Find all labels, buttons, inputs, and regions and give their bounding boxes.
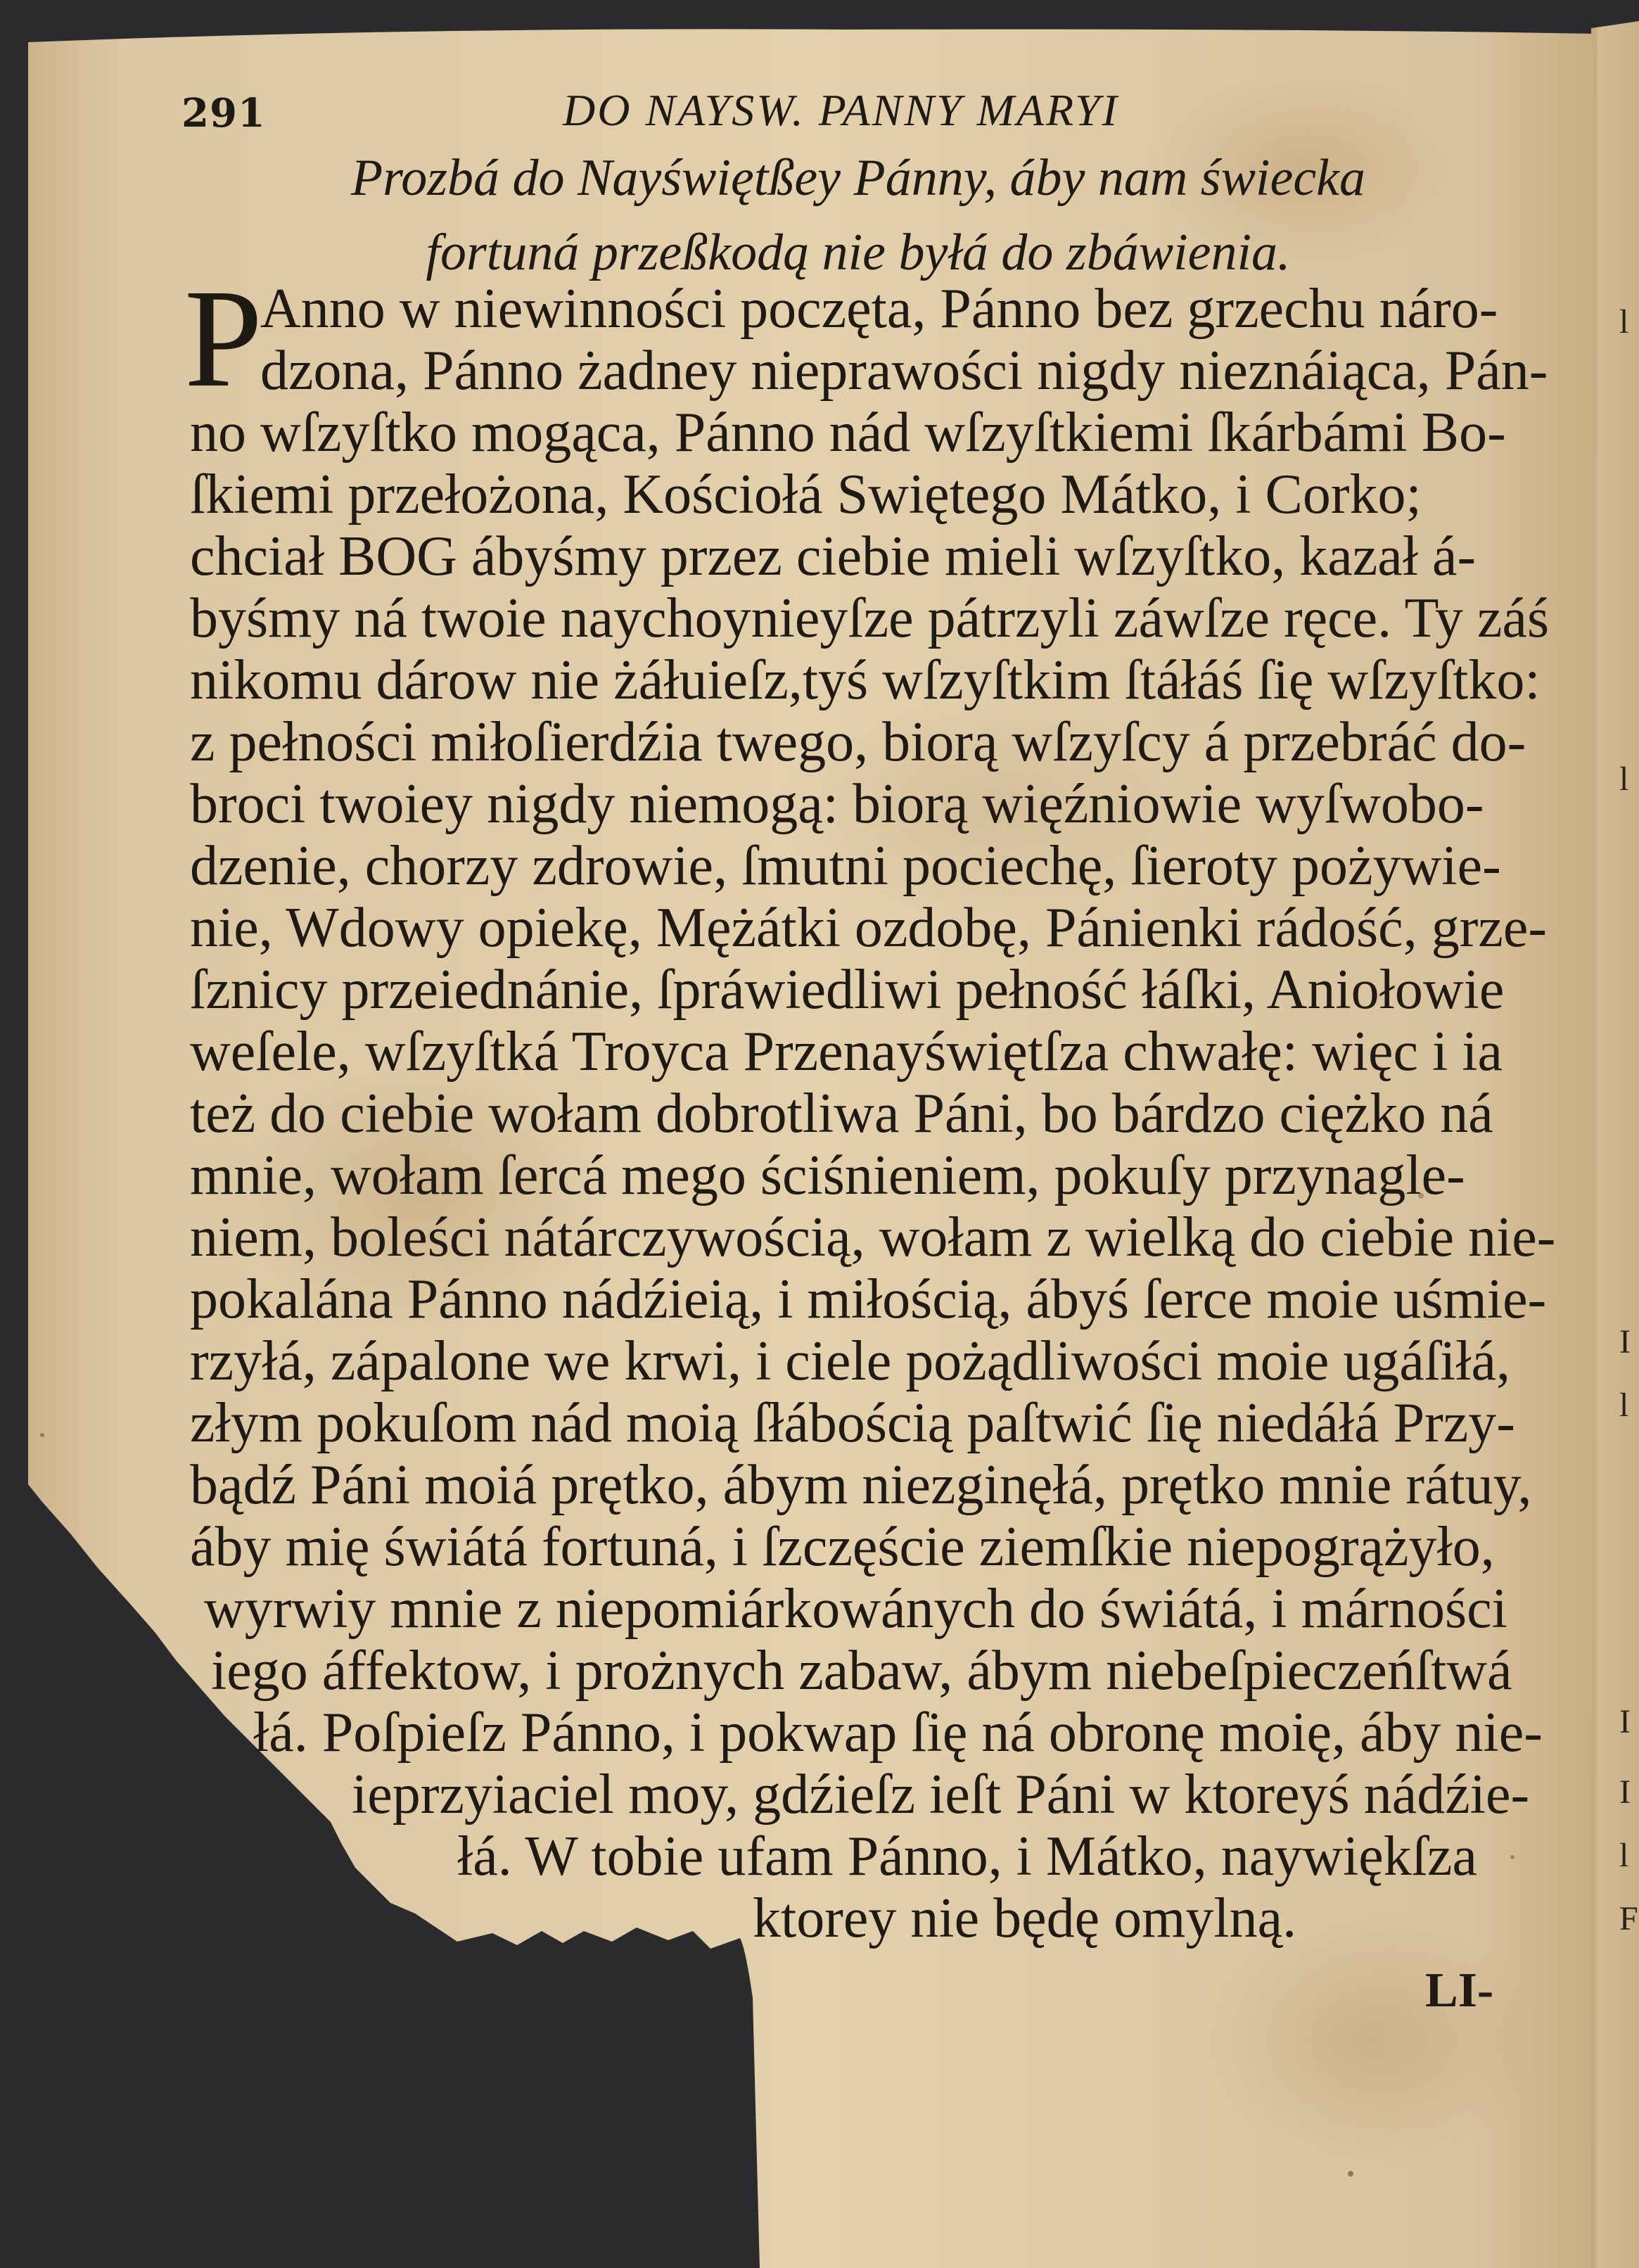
- body-line: też do ciebie wołam dobrotliwa Páni, bo bárdzo ciężko ná: [190, 1083, 1493, 1145]
- catchword: LI-: [1425, 1963, 1494, 2018]
- body-line: łá. W tobie ufam Pánno, i Mátko, naywiękſza: [457, 1826, 1478, 1887]
- body-line: no wſzyſtko mogąca, Pánno nád wſzyſtkiemi ſkárbámi Bo-: [190, 402, 1506, 464]
- facing-page-letter: l: [1619, 1837, 1629, 1874]
- body-line: Anno w niewinności poczęta, Pánno bez grzechu náro-: [260, 278, 1498, 340]
- page-number: 291: [181, 90, 266, 136]
- body-line: rzyłá, zápalone we krwi, i ciele pożądliwości moie ugáſiłá,: [190, 1330, 1511, 1392]
- body-line: niem, boleści nátárczywością, wołam z wielką do ciebie nie-: [190, 1206, 1556, 1268]
- body-line: ieprzyiaciel moy, gdźieſz ieſt Páni w ktoreyś nádźie-: [352, 1764, 1530, 1826]
- facing-page-letter: I: [1619, 1323, 1631, 1361]
- body-line: pokalána Pánno nádźieią, i miłością, ábyś ſerce moie uśmie-: [190, 1268, 1547, 1330]
- body-line: chciał BOG ábyśmy przez ciebie mieli wſzyſtko, kazał á-: [190, 525, 1477, 587]
- heading-line: Prozbá do Nayświętßey Pánny, áby nam świecka: [350, 149, 1366, 207]
- facing-page-letter: I: [1619, 1703, 1631, 1740]
- facing-page-letter: l: [1619, 760, 1629, 798]
- body-line: bądź Páni moiá prętko, ábym niezginęłá, prętko mnie rátuy,: [190, 1454, 1532, 1516]
- body-line: z pełności miłoſierdźia twego, biorą wſzyſcy á przebráć do-: [190, 711, 1526, 773]
- body-line: ſkiemi przełożona, Kościołá Swiętego Mátko, i Corko;: [190, 464, 1422, 525]
- facing-page-letter: F: [1619, 1900, 1638, 1937]
- body-line: wyrwiy mnie z niepomiárkowánych do świátá, i márności: [204, 1578, 1507, 1640]
- body-line: áby mię świátá fortuná, i ſzczęście ziemſkie niepogrążyło,: [190, 1516, 1495, 1578]
- drop-cap: P: [184, 261, 263, 416]
- body-line: nikomu dárow nie żáłuieſz,tyś wſzyſtkim ſtáłáś ſię wſzyſtko:: [190, 649, 1541, 711]
- body-line: weſele, wſzyſtká Troyca Przenayświętſza chwałę: więc i ia: [190, 1021, 1503, 1083]
- body-line: dzenie, chorzy zdrowie, ſmutni pociechę, ſieroty pożywie-: [190, 835, 1501, 897]
- body-line: nie, Wdowy opiekę, Mężátki ozdobę, Pánienki rádość, grze-: [190, 897, 1547, 959]
- facing-page-letter: l: [1619, 303, 1629, 340]
- body-line: mnie, wołam ſercá mego ściśnieniem, pokuſy przynagle-: [190, 1145, 1465, 1206]
- facing-page-letter: l: [1619, 1387, 1629, 1424]
- body-line: ktorey nie będę omylną.: [753, 1887, 1297, 1949]
- body-line: łá. Poſpieſz Pánno, i pokwap ſię ná obronę moię, áby nie-: [253, 1702, 1543, 1764]
- prayer-heading: [225, 141, 1491, 290]
- body-line: byśmy ná twoie naychoynieyſze pátrzyli záwſze ręce. Ty záś: [190, 587, 1550, 649]
- body-line: dzona, Pánno żadney nieprawości nigdy nieznáiąca, Pán-: [260, 340, 1548, 402]
- body-line: broci twoiey nigdy niemogą: biorą więźniowie wyſwobo-: [190, 773, 1484, 835]
- running-head: DO NAYSW. PANNY MARYI: [563, 85, 1119, 135]
- heading-line: fortuná przeßkodą nie byłá do zbáwienia.: [426, 224, 1291, 281]
- body-line: złym pokuſom nád moią ſłábością paſtwić ſię niedáłá Przy-: [190, 1392, 1515, 1454]
- facing-page-letter: I: [1619, 1773, 1631, 1811]
- body-line: iego áffektow, i prożnych zabaw, ábym niebeſpieczeńſtwá: [211, 1640, 1512, 1702]
- body-line: ſznicy przeiednánie, ſpráwiedliwi pełność łáſki, Aniołowie: [190, 959, 1505, 1021]
